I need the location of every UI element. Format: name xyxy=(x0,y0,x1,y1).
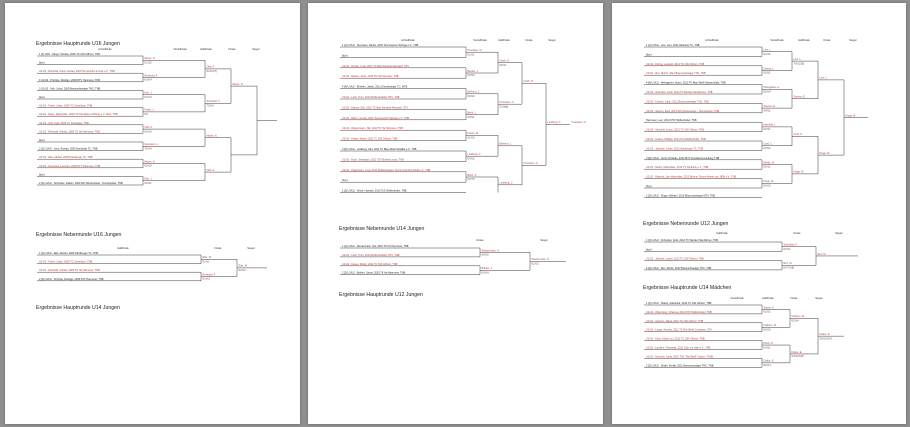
match-winner: Kluge, M. xyxy=(793,170,805,174)
match-winner: Kluge, M. xyxy=(819,151,831,155)
player-entry: U1/U2 - Frank, Julian, 2009 TC Schwülper, TNB xyxy=(39,260,93,264)
match-winner: Eiler, M. xyxy=(202,256,212,260)
match-score: 7:6 6:2 (5) xyxy=(793,63,804,66)
match-winner: Schreiber, F. xyxy=(206,100,221,104)
column-header: Finale xyxy=(214,247,222,250)
player-entry: U1/U2 - Reinhold, Fabian, 2009 TK Ha Hannover, TNB xyxy=(39,130,100,134)
column-header: Halbfinale xyxy=(798,39,810,42)
column-header: Finale xyxy=(793,232,801,235)
match-winner: Meyer, N. xyxy=(232,82,244,86)
match-winner: Westermann, N. xyxy=(481,249,500,253)
match-score: 6:1 6:1 xyxy=(763,53,771,56)
match-score: 6:3 6:1 xyxy=(467,116,475,119)
match-winner: Linz, L. xyxy=(793,57,802,61)
match-score: 6:3 6:4 xyxy=(481,272,489,275)
player-entry: U1/U2 - Mehlo, Maximilian, 2012 TV Northeim e.V., TNB xyxy=(646,166,709,170)
player-entry: U1/U2 - Ohlenburg, Johanna, 2011 MTV Wolfenbüttel, TNB xyxy=(646,310,712,314)
player-entry: U1/U2 - Jäschke, Lionel, 2012 TC GW Gifhorn, TNB xyxy=(646,257,704,261)
match-winner: Ulrich, H. xyxy=(499,59,510,63)
match-winner: Drabe, E. xyxy=(819,332,831,336)
player-entry: [bye] xyxy=(39,139,45,142)
player-entry: 2 [2] U1/U2 - Jenz, Roman, 2009 Nordsolar TC, TNB xyxy=(39,147,98,151)
match-winner: Otto, K. xyxy=(206,168,215,172)
match-score: 6:2 6:3 xyxy=(467,137,475,140)
match-winner: Meyer, N. xyxy=(206,134,218,138)
match-winner: Mehlo, M. xyxy=(763,161,775,165)
column-header: Finale xyxy=(228,48,236,51)
match-winner: Westermann, N. xyxy=(531,258,550,262)
player-entry: U1/U2 - Bach, Lennart, 2010 Tennisverein Springe e.V., TNB xyxy=(342,116,410,120)
match-score: 6:0 6:0 xyxy=(481,254,489,257)
match-winner: Rez, M. xyxy=(783,262,793,266)
match-score: 7:5 6:4 xyxy=(206,105,214,108)
player-entry: 1 [1] 1321 - Meyer, Nicolas, 2009 TC GW Gifhorn, TNB xyxy=(39,53,100,56)
column-header: Sieger xyxy=(815,297,823,300)
column-header: Viertelfinale xyxy=(473,39,487,42)
match-score: 6:2 6:3 xyxy=(144,165,152,168)
column-header: Finale xyxy=(525,39,533,42)
player-entry: U1/U2 - Westermann, Nik, 2010 TK Ha Hannover, TNB xyxy=(342,127,403,131)
match-winner: Kirk, J. xyxy=(144,177,153,181)
player-entry: [bye] xyxy=(646,185,652,188)
match-winner: Drabe, E. xyxy=(763,359,775,363)
match-winner: Cord, C. xyxy=(763,142,773,146)
player-entry: U1/U2 - Frank, Julian, 2009 TC Schwülper, TNB xyxy=(39,104,93,108)
match-winner: Kloor, M. xyxy=(763,341,774,345)
match-score: 6:3 6:3 xyxy=(763,329,771,332)
player-entry: U1/U2 - Brause, Erik, 2010 TC Bad Sarstedt-Altendorf, STV xyxy=(342,106,409,110)
player-entry: 3 [3] U1/U2 - Lindberg, Carl, 2011 TK Blau-Weiß Schaffel e.V., TNB xyxy=(342,148,417,151)
player-entry: U1/U2 - Schreiber, Felix, 2012 TV Werder-Hambühren, TNB xyxy=(646,91,713,94)
column-header: Sieger xyxy=(849,39,857,42)
match-score: 5:1 Aufg. xyxy=(499,106,509,109)
match-winner: Reinhold, F. xyxy=(202,273,216,277)
match-winner: Drabe, E. xyxy=(791,350,803,354)
match-score: 6:3 6:4 xyxy=(144,79,152,82)
section-title: Ergebnisse Hauptrunde U16 Jungen xyxy=(36,41,120,47)
player-entry: [bye] xyxy=(646,248,652,252)
match-winner: Linz, L. xyxy=(819,76,828,80)
player-entry: U1/U2 - Lübs, Timo, 2010 Wolfenbütteler THC, TNB xyxy=(342,96,400,99)
player-entry: 2 [2] U1/U2 - Ulrich, Hannah, 2010 TuS Wolfenbüttel, TNB xyxy=(342,189,407,193)
player-entry: U1/U2 - Otto, Kjell, 2009 TC Schwülper, TNB xyxy=(39,121,89,125)
player-entry: U1/U2 - Anders, Phillipp, 2013 TuS Wolfenbüttel, TNB xyxy=(646,138,706,141)
player-entry: U1/U2 - Lambke, Franziska, 2011 Club zur Vahr e.V., TNB xyxy=(646,346,711,350)
match-winner: Garbers, M. xyxy=(791,315,805,319)
document-page-2 xyxy=(308,3,603,424)
player-entry: U1/U2 - Garbers, Maria, 2010 TC GW Gifhorn, TNB xyxy=(646,319,704,323)
match-winner: Bohlen, J. xyxy=(481,267,493,271)
player-entry: U1/U2 - Meier, Maximilian, 2009 TK Rot-Weiss Ahrberg e.V. 1911, TNB xyxy=(39,113,118,117)
player-entry: U1/U2 - Heinrich, Carla, 2010 TSV "Rot-Weiß" Sachs, TVNB xyxy=(646,355,713,359)
player-entry: U1/U2 - Lübs, Timo, 2010 Wolfenbütteler THC, TNB xyxy=(342,253,400,257)
player-entry: U1/U2 - Reinhold, Anton Gustav, 2009 Tennisclub Lemmie e.V., TNB xyxy=(39,70,115,74)
match-winner: Lindberg, C. xyxy=(499,181,514,185)
match-winner: Ulrich, H. xyxy=(523,80,534,84)
player-entry: U1/U2 - Ihlenfeld, Lucas, 2013 TC GW Gifhorn, TNB xyxy=(646,128,704,132)
column-header: Halbfinale xyxy=(762,297,774,300)
match-winner: Schreiber, F. xyxy=(783,243,798,247)
column-header: Achtelfinale xyxy=(705,39,719,42)
match-score: 6:4 xyxy=(144,114,148,117)
column-header: Achtelfinale xyxy=(401,39,415,42)
column-header: Sieger xyxy=(252,48,260,51)
match-score: 6:0 6:1 xyxy=(144,182,152,185)
player-entry: 2 [2] U1/U2 - Prinzipe, Rodrigo, 2009 DTV Hannover, TNB xyxy=(39,277,104,281)
match-score: 6:1 6:2 xyxy=(144,62,152,65)
column-header: Sieger xyxy=(835,232,843,235)
player-entry: [bye] xyxy=(39,96,45,99)
match-score: 6:2 6:4 xyxy=(763,365,771,368)
match-score: 6:1 6:2 xyxy=(531,263,539,266)
column-header: Viertelfinale xyxy=(770,39,784,42)
column-header: Viertelfinale xyxy=(173,48,187,51)
match-score: 3:6 6:3 10:4 xyxy=(819,338,832,341)
player-entry: 1 [1] U1/U2 - Schreiber, Felix, 2012 TV Werder-Hambühren, TNB xyxy=(646,239,718,242)
player-entry: 4 [4] U1/U2 - Ehrhorn, Jakob, 2011 Dünstebarger TC, WTB xyxy=(342,85,408,89)
match-score: 6:3 6:2 xyxy=(763,147,771,150)
player-entry: 1 [1] U1/U2 - Huxmann, Daniel, 2010 Tennisverein Springe e.V., TNB xyxy=(342,44,419,47)
match-score: 6:4 7:6 (5) xyxy=(783,267,794,270)
column-header: Halbfinale xyxy=(498,39,510,42)
player-entry: 1 [1] U1/U2 - Eiler, Michel, 2009 Hardberger TC, TNB xyxy=(39,252,98,255)
column-header: Sieger xyxy=(548,39,556,42)
match-score: 6:1 6:3 xyxy=(202,278,210,281)
match-score: 6:4 6:2 xyxy=(467,75,475,78)
player-entry: U1/U2 - Döring, Leopold, 2013 TC GW Gifhorn, TNB xyxy=(646,62,705,66)
player-entry: 2 [2] U1/U2 - Schreiber, Fabian, 2009 WC Westerstede - Tennissparte, TNB xyxy=(39,182,123,185)
match-winner: Linz, L. xyxy=(763,48,772,52)
section-title: Ergebnisse Hauptrunde U14 Jungen xyxy=(36,305,120,311)
match-winner: Otto, K. xyxy=(206,65,215,69)
match-score: 6:1 6:1 xyxy=(202,261,210,264)
column-header: Achtelfinale xyxy=(98,48,112,51)
match-score: 6:0 6:2 xyxy=(467,96,475,98)
column-header: Finale xyxy=(790,297,798,300)
player-entry: U1/U2 - Rez, Moritz, 2012 Braunschweiger THC, TNB xyxy=(646,72,706,76)
player-entry: U1/U2 - Albrecht, Jan Maximilian, 2013 Bremer Tennis-Verein von 1896 e.V., TNB xyxy=(646,175,737,179)
match-winner: Huxmann, D. xyxy=(467,49,483,52)
match-winner: Sievers, E. xyxy=(793,95,806,99)
player-entry: [bye] xyxy=(342,54,348,58)
document-page-3 xyxy=(612,3,906,424)
match-score: 6:3 6:1 xyxy=(763,347,771,350)
match-winner: Ihlenfeld, L. xyxy=(763,123,777,127)
match-winner: Kieper, M. xyxy=(467,132,479,136)
section-title: Ergebnisse Hauptrunde U12 Jungen xyxy=(339,292,423,298)
column-header: Halbfinale xyxy=(117,247,129,250)
match-score: 6:3 6:1 xyxy=(763,72,771,75)
page-3-canvas xyxy=(612,3,906,424)
player-entry: U1/U2 - Eiler, Michel, 2009 Hardberger TC, TNB xyxy=(39,156,93,160)
match-score: 6:4 6:2 xyxy=(467,158,475,161)
match-winner: Weingarten, A. xyxy=(763,86,780,90)
column-header: Sieger xyxy=(540,239,548,242)
match-winner: Huxmann, D. xyxy=(499,101,515,104)
section-title: Ergebnisse Nebenrunde U14 Jungen xyxy=(339,226,425,232)
document-page-1 xyxy=(5,3,300,424)
player-entry: 2 [2] U1/U2 - Bohlen, Jonas, 2010 TK Ha Hannover, TNB xyxy=(342,271,406,275)
match-score: 6:3 6:3 xyxy=(763,185,771,188)
section-title: Ergebnisse Hauptrunde U14 Mädchen xyxy=(643,285,732,291)
match-winner: Frank, J. xyxy=(144,108,155,112)
match-score: 6:1 6:3 xyxy=(144,96,152,99)
match-winner: Sievers, E. xyxy=(763,104,776,108)
player-entry: U1/U2 - Kieper, Moritz, 2011 TC SW Gifhorn, TNB xyxy=(342,137,398,141)
player-entry: U1/U2 - Hecker, Insel, 2010 TC Bad Sarstedt-Altendorf, STV xyxy=(342,64,409,68)
column-header: Halbfinale xyxy=(200,48,212,51)
player-entry: 1 [1] U1/U2 - Westermann, Nik, 2010 TK Ha Hannover, TNB xyxy=(342,245,409,248)
player-entry: U1/U2 - Kloor, Marie Lou, 2011 TC GW Gifhorn, TNB xyxy=(646,337,705,341)
player-entry: U1/U2 - Neumann, Leonard, 2009 DTV Hannover, TNB xyxy=(39,164,101,168)
match-winner: Ehrhorn, J. xyxy=(499,142,512,146)
player-entry: [bye] xyxy=(646,53,652,57)
match-winner: Eiler, M. xyxy=(238,264,248,268)
player-entry: 2 [2] U1/U2 - Kluge, Michael, 2013 Braunschweiger MTV, TNB xyxy=(646,194,715,198)
match-winner: Ehrhorn, J. xyxy=(467,90,480,94)
match-score: 6:2 6:4 xyxy=(791,320,799,323)
match-score: 6:2 6:2 xyxy=(763,311,771,314)
match-winner: Neumann, L. xyxy=(144,143,159,147)
section-title: Ergebnisse Nebenrunde U16 Jungen xyxy=(36,232,122,238)
match-winner: Huxmann, D. xyxy=(523,162,539,166)
match-winner: Otto, K. xyxy=(144,125,153,129)
match-score: 6:2 6:4 xyxy=(238,270,246,273)
player-entry: 4 U1/U2 - Prinzipe, Rodrigo, 2009 DTV Hannover, TNB xyxy=(39,78,100,82)
match-winner: Döring, L. xyxy=(763,67,775,71)
match-score: 6:2 6:4 xyxy=(763,91,771,94)
match-winner: Bach, L. xyxy=(467,111,477,115)
player-entry: 2 [2] U1/U2 - Rez, Moritz, 2012 Braunschweiger THC, TNB xyxy=(646,266,712,270)
match-winner: Lindberg, C. xyxy=(467,153,482,156)
match-score: 6:0 6:1 xyxy=(499,64,507,67)
player-entry: 1 [1] U1/U2 - Staton, Katharina, 2010 TC GW Gifhorn, TNB xyxy=(646,302,712,305)
player-entry: 3 U1/U2 - Kirk, Julius, 2009 Braunschweiger THC, TNB xyxy=(39,87,101,91)
match-score: 6:1 6:1 xyxy=(467,54,475,57)
column-header: Halbfinale xyxy=(716,232,728,235)
match-winner: Reinhold, A. xyxy=(144,74,158,78)
player-entry: U1/U2 - Reinhold, Fabian, 2009 TK Ha Hannover, TNB xyxy=(39,269,100,273)
match-winner: Cord, C. xyxy=(793,133,803,137)
player-entry: U1/U2 - Becker, Janis, 2010 TK Ha Hannover, TNB xyxy=(342,75,399,79)
column-header: Finale xyxy=(823,39,831,42)
match-winner: Kirk, J. xyxy=(144,91,153,95)
page-1-canvas xyxy=(5,3,300,424)
column-header: Sieger xyxy=(247,247,255,250)
match-winner: Meyer, N. xyxy=(144,57,156,61)
champion-name: Huxmann, D. xyxy=(571,121,587,125)
match-winner: Kluge, M. xyxy=(763,180,775,184)
column-header: Finale xyxy=(476,239,484,242)
player-entry: U1/U2 - Kobeck, Kaan, 2012 Braunschweiger THC, TNB xyxy=(646,100,709,104)
player-entry: 3 [3] U1/U2 - Cord, Christian, 2012 MTV Friedland Lüneburg, TNB xyxy=(646,156,720,160)
section-title: Ergebnisse Nebenrunde U12 Jungen xyxy=(643,221,729,227)
player-entry: [bye] xyxy=(39,61,45,65)
match-score: 6:4 6:1 xyxy=(783,248,791,251)
player-entry: U1/U2 - Hagemann, Luca, 2011 Wolfenbütteler Tennis-Club Rot-Weiß e.V., TNB xyxy=(342,168,431,172)
player-entry: U1/U2 - Jäschke, Jonas, 2012 Hardberger TC, TNB xyxy=(646,147,704,151)
column-header: Viertelfinale xyxy=(730,297,744,300)
player-entry: U1/U2 - Buch, Sebastian, 2011 TSV Bothel-Lonau, TNB xyxy=(342,158,404,162)
match-score: 6:4 7:6 xyxy=(467,179,475,182)
match-winner: Meyer, N. xyxy=(144,160,156,164)
match-score: 6:3 6:4 (7) xyxy=(206,71,217,74)
match-winner: Becker, J. xyxy=(467,69,479,73)
match-score: 6:2 6:1 xyxy=(763,129,771,132)
match-winner: Buch, S. xyxy=(467,173,477,177)
match-winner: Lindberg, C. xyxy=(547,121,562,125)
player-entry: 4 [4] U1/U2 - Weingarten, Anton, 2012 TK Blau-Weiß Vahrenheide, TNB xyxy=(646,81,726,85)
player-entry: U1/U2 - Sievers, Emil, 2013 WC Westerstede - Tennissparte, TNB xyxy=(646,109,720,113)
player-entry: 1 [1] U1/U2 - Linz, Lino, 2012 Westerlo TC, TNB xyxy=(646,44,700,47)
player-entry: [bye] xyxy=(342,179,348,183)
match-score: 7:5 6:4 xyxy=(144,148,152,151)
match-score: 6:4 6:1 xyxy=(763,110,771,113)
match-score: 6:2 6:3 xyxy=(144,131,152,134)
match-winner: Garbers, M. xyxy=(763,324,777,328)
player-entry: U1/U2 - Lange, Anneke, 2011 TC Rot-Weiß Cuxhaven, STV xyxy=(646,328,713,332)
page-2-canvas xyxy=(308,3,603,424)
match-score: 6:4 6:2 10:6 xyxy=(791,356,804,359)
player-entry: U1/U2 - Kieper, Moritz, 2011 TC SW Gifhorn, TNB xyxy=(342,262,398,266)
player-entry: 2 [2] U1/U2 - Drabe, Emilia, 2011 Braunschweiger THC, TNB xyxy=(646,364,714,368)
player-entry: Hannover, Levi, 2014 MTV Wolfenbüttel, TNB xyxy=(646,119,697,123)
match-winner: Kluge, M. xyxy=(845,114,857,118)
player-entry: [bye] xyxy=(39,173,45,177)
match-score: 6:0 6:1 xyxy=(763,166,771,169)
match-winner: Rez, M. xyxy=(817,252,827,256)
match-winner: Staton, K. xyxy=(763,306,775,310)
